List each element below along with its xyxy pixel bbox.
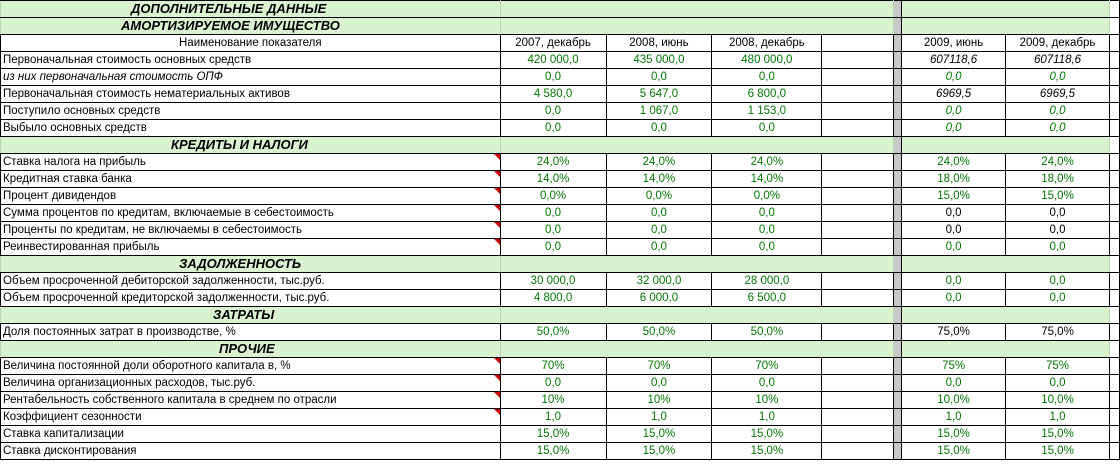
column-header-2009-jun[interactable]: 2009, июнь xyxy=(902,35,1006,52)
value-cell[interactable]: 6969,5 xyxy=(1006,86,1110,103)
comment-marker-icon[interactable] xyxy=(494,154,500,160)
freeze-divider xyxy=(894,307,902,324)
table-row xyxy=(1,409,1120,426)
freeze-divider xyxy=(894,375,902,392)
value-cell[interactable]: 480 000,0 xyxy=(712,52,822,69)
value-cell[interactable]: 15,0% xyxy=(902,426,1006,443)
section-fill[interactable] xyxy=(500,341,894,358)
comment-marker-icon[interactable] xyxy=(494,239,500,245)
value-cell[interactable]: 10% xyxy=(606,392,712,409)
empty-cell[interactable] xyxy=(822,409,894,426)
row-label[interactable]: Выбыло основных средств xyxy=(1,120,501,137)
section-title-debt[interactable]: ЗАДОЛЖЕННОСТЬ xyxy=(1,256,501,273)
value-cell[interactable]: 0,0 xyxy=(902,205,1006,222)
value-cell[interactable]: 50,0% xyxy=(712,324,822,341)
section-fill[interactable] xyxy=(902,341,1110,358)
table-row xyxy=(1,188,1120,205)
section-row-credits xyxy=(1,137,1120,154)
empty-cell[interactable] xyxy=(822,273,894,290)
row-label[interactable]: Первоначальная стоимость нематериальных активов xyxy=(1,86,501,103)
empty-cell[interactable] xyxy=(822,392,894,409)
value-cell[interactable]: 0,0 xyxy=(1006,103,1110,120)
empty-cell[interactable] xyxy=(822,426,894,443)
freeze-divider xyxy=(894,1,902,18)
section-fill[interactable] xyxy=(500,18,894,35)
value-cell[interactable]: 0,0 xyxy=(606,239,712,256)
comment-marker-icon[interactable] xyxy=(494,205,500,211)
empty-cell[interactable] xyxy=(822,69,894,86)
table-row xyxy=(1,426,1120,443)
value-cell[interactable]: 607118,6 xyxy=(902,52,1006,69)
value-cell[interactable]: 1 067,0 xyxy=(606,103,712,120)
value-cell[interactable]: 0,0 xyxy=(500,222,606,239)
section-fill[interactable] xyxy=(500,307,894,324)
empty-cell[interactable] xyxy=(822,120,894,137)
freeze-divider xyxy=(894,52,902,69)
value-cell[interactable]: 0,0 xyxy=(712,375,822,392)
value-cell[interactable]: 0,0% xyxy=(500,188,606,205)
value-cell[interactable]: 70% xyxy=(712,358,822,375)
value-cell[interactable]: 1,0 xyxy=(500,409,606,426)
value-cell[interactable]: 15,0% xyxy=(606,426,712,443)
value-cell[interactable]: 4 800,0 xyxy=(500,290,606,307)
value-cell[interactable]: 14,0% xyxy=(712,171,822,188)
value-cell[interactable]: 0,0 xyxy=(1006,375,1110,392)
value-cell[interactable]: 18,0% xyxy=(902,171,1006,188)
comment-marker-icon[interactable] xyxy=(494,375,500,381)
section-row-depreciable xyxy=(1,18,1120,35)
section-fill[interactable] xyxy=(500,1,894,18)
value-cell[interactable]: 15,0% xyxy=(500,443,606,460)
section-row-additional xyxy=(1,1,1120,18)
value-cell[interactable]: 30 000,0 xyxy=(500,273,606,290)
value-cell[interactable]: 0,0 xyxy=(902,290,1006,307)
table-row xyxy=(1,52,1120,69)
freeze-divider xyxy=(894,409,902,426)
value-cell[interactable]: 0,0 xyxy=(1006,239,1110,256)
empty-cell[interactable] xyxy=(822,154,894,171)
freeze-divider xyxy=(894,86,902,103)
value-cell[interactable]: 0,0% xyxy=(606,188,712,205)
row-label[interactable]: Рентабельность собственного капитала в среднем по отрасли xyxy=(1,392,501,409)
value-cell[interactable]: 0,0 xyxy=(902,222,1006,239)
row-label[interactable]: Величина постоянной доли оборотного капитала в, % xyxy=(1,358,501,375)
row-label[interactable]: Процент дивидендов xyxy=(1,188,501,205)
row-label[interactable]: Сумма процентов по кредитам, включаемые в себестоимость xyxy=(1,205,501,222)
value-cell[interactable]: 75,0% xyxy=(902,324,1006,341)
value-cell[interactable]: 10,0% xyxy=(902,392,1006,409)
section-fill[interactable] xyxy=(500,256,894,273)
value-cell[interactable]: 0,0 xyxy=(500,205,606,222)
column-header-2009-dec[interactable]: 2009, декабрь xyxy=(1006,35,1110,52)
empty-cell[interactable] xyxy=(822,443,894,460)
value-cell[interactable]: 1 153,0 xyxy=(712,103,822,120)
value-cell[interactable]: 0,0 xyxy=(606,69,712,86)
freeze-divider xyxy=(894,205,902,222)
section-fill[interactable] xyxy=(902,137,1110,154)
value-cell[interactable]: 0,0 xyxy=(902,375,1006,392)
table-row xyxy=(1,358,1120,375)
freeze-divider xyxy=(894,18,902,35)
freeze-divider xyxy=(894,290,902,307)
section-fill[interactable] xyxy=(902,1,1110,18)
column-header-2008-dec[interactable]: 2008, декабрь xyxy=(712,35,822,52)
freeze-divider xyxy=(894,358,902,375)
value-cell[interactable]: 10% xyxy=(500,392,606,409)
empty-cell[interactable] xyxy=(822,358,894,375)
comment-marker-icon[interactable] xyxy=(494,392,500,398)
row-label[interactable]: Первоначальная стоимость основных средств xyxy=(1,52,501,69)
freeze-divider xyxy=(894,256,902,273)
freeze-divider xyxy=(894,341,902,358)
value-cell[interactable]: 70% xyxy=(500,358,606,375)
section-row-debt xyxy=(1,256,1120,273)
row-label[interactable]: Ставка налога на прибыль xyxy=(1,154,501,171)
comment-marker-icon[interactable] xyxy=(494,171,500,177)
row-label[interactable]: Объем просроченной дебиторской задолженности, тыс.руб. xyxy=(1,273,501,290)
row-label[interactable]: Объем просроченной кредиторской задолженности, тыс.руб. xyxy=(1,290,501,307)
freeze-divider xyxy=(894,137,902,154)
section-fill[interactable] xyxy=(500,137,894,154)
row-label[interactable]: Ставка капитализации xyxy=(1,426,501,443)
value-cell[interactable]: 24,0% xyxy=(500,154,606,171)
table-row xyxy=(1,443,1120,460)
table-row xyxy=(1,103,1120,120)
value-cell[interactable]: 0,0 xyxy=(1006,273,1110,290)
section-title-other[interactable]: ПРОЧИЕ xyxy=(1,341,501,358)
empty-cell[interactable] xyxy=(822,188,894,205)
value-cell[interactable]: 15,0% xyxy=(902,443,1006,460)
value-cell[interactable]: 0,0 xyxy=(500,375,606,392)
row-label[interactable]: Величина организационных расходов, тыс.руб. xyxy=(1,375,501,392)
value-cell[interactable]: 70% xyxy=(606,358,712,375)
value-cell[interactable]: 0,0 xyxy=(902,273,1006,290)
freeze-divider xyxy=(894,443,902,460)
value-cell[interactable]: 1,0 xyxy=(902,409,1006,426)
row-label[interactable]: Проценты по кредитам, не включаемы в себестоимость xyxy=(1,222,501,239)
row-label[interactable]: Поступило основных средств xyxy=(1,103,501,120)
value-cell[interactable]: 24,0% xyxy=(712,154,822,171)
value-cell[interactable]: 18,0% xyxy=(1006,171,1110,188)
section-row-costs xyxy=(1,307,1120,324)
value-cell[interactable]: 24,0% xyxy=(606,154,712,171)
value-cell[interactable]: 75% xyxy=(902,358,1006,375)
freeze-divider xyxy=(894,35,902,52)
table-row xyxy=(1,222,1120,239)
empty-cell[interactable] xyxy=(822,103,894,120)
value-cell[interactable]: 1,0 xyxy=(606,409,712,426)
table-row xyxy=(1,324,1120,341)
value-cell[interactable]: 75,0% xyxy=(1006,324,1110,341)
comment-marker-icon[interactable] xyxy=(494,188,500,194)
freeze-divider xyxy=(894,69,902,86)
column-header-2008-jun[interactable]: 2008, июнь xyxy=(606,35,712,52)
value-cell[interactable]: 24,0% xyxy=(1006,154,1110,171)
value-cell[interactable]: 15,0% xyxy=(1006,426,1110,443)
table-row xyxy=(1,273,1120,290)
empty-cell[interactable] xyxy=(822,375,894,392)
empty-cell[interactable] xyxy=(822,35,894,52)
value-cell[interactable]: 6 500,0 xyxy=(712,290,822,307)
value-cell[interactable]: 0,0 xyxy=(902,120,1006,137)
value-cell[interactable]: 0,0 xyxy=(500,69,606,86)
empty-cell[interactable] xyxy=(822,205,894,222)
value-cell[interactable]: 4 580,0 xyxy=(500,86,606,103)
value-cell[interactable]: 607118,6 xyxy=(1006,52,1110,69)
header-row xyxy=(1,35,1120,52)
freeze-divider xyxy=(894,120,902,137)
table-row xyxy=(1,205,1120,222)
value-cell[interactable]: 10% xyxy=(712,392,822,409)
row-label[interactable]: Доля постоянных затрат в производстве, % xyxy=(1,324,501,341)
empty-cell[interactable] xyxy=(822,171,894,188)
column-header-name[interactable]: Наименование показателя xyxy=(1,35,501,52)
value-cell[interactable]: 15,0% xyxy=(500,426,606,443)
table-row xyxy=(1,86,1120,103)
section-title-additional[interactable]: ДОПОЛНИТЕЛЬНЫЕ ДАННЫЕ xyxy=(1,1,501,18)
section-fill[interactable] xyxy=(902,256,1110,273)
table-row xyxy=(1,154,1120,171)
value-cell[interactable]: 1,0 xyxy=(712,409,822,426)
table-row xyxy=(1,290,1120,307)
value-cell[interactable]: 435 000,0 xyxy=(606,52,712,69)
value-cell[interactable]: 0,0 xyxy=(606,205,712,222)
row-label[interactable]: Ставка дисконтирования xyxy=(1,443,501,460)
value-cell[interactable]: 6 000,0 xyxy=(606,290,712,307)
freeze-divider xyxy=(894,103,902,120)
value-cell[interactable]: 420 000,0 xyxy=(500,52,606,69)
section-fill[interactable] xyxy=(902,18,1110,35)
freeze-divider xyxy=(894,273,902,290)
comment-marker-icon[interactable] xyxy=(494,222,500,228)
value-cell[interactable]: 0,0 xyxy=(712,239,822,256)
value-cell[interactable]: 14,0% xyxy=(500,171,606,188)
value-cell[interactable]: 0,0 xyxy=(1006,120,1110,137)
freeze-divider xyxy=(894,188,902,205)
freeze-divider xyxy=(894,222,902,239)
section-title-credits[interactable]: КРЕДИТЫ И НАЛОГИ xyxy=(1,137,501,154)
value-cell[interactable]: 15,0% xyxy=(1006,443,1110,460)
value-cell[interactable]: 0,0 xyxy=(606,375,712,392)
row-label[interactable]: Коэффициент сезонности xyxy=(1,409,501,426)
value-cell[interactable]: 6 800,0 xyxy=(712,86,822,103)
value-cell[interactable]: 0,0 xyxy=(712,120,822,137)
value-cell[interactable]: 6969,5 xyxy=(902,86,1006,103)
comment-marker-icon[interactable] xyxy=(494,409,500,415)
freeze-divider xyxy=(894,154,902,171)
value-cell[interactable]: 0,0 xyxy=(606,222,712,239)
value-cell[interactable]: 1,0 xyxy=(1006,409,1110,426)
value-cell[interactable]: 0,0 xyxy=(902,239,1006,256)
value-cell[interactable]: 0,0% xyxy=(712,188,822,205)
value-cell[interactable]: 0,0 xyxy=(500,103,606,120)
value-cell[interactable]: 0,0 xyxy=(500,120,606,137)
empty-cell[interactable] xyxy=(822,52,894,69)
freeze-divider xyxy=(894,171,902,188)
empty-cell[interactable] xyxy=(822,290,894,307)
row-label[interactable]: Реинвестированная прибыль xyxy=(1,239,501,256)
section-row-other xyxy=(1,341,1120,358)
value-cell[interactable]: 28 000,0 xyxy=(712,273,822,290)
value-cell[interactable]: 0,0 xyxy=(712,69,822,86)
value-cell[interactable]: 32 000,0 xyxy=(606,273,712,290)
freeze-divider xyxy=(894,239,902,256)
value-cell[interactable]: 15,0% xyxy=(606,443,712,460)
empty-cell[interactable] xyxy=(822,239,894,256)
value-cell[interactable]: 10,0% xyxy=(1006,392,1110,409)
value-cell[interactable]: 0,0 xyxy=(902,69,1006,86)
value-cell[interactable]: 24,0% xyxy=(902,154,1006,171)
freeze-divider xyxy=(894,426,902,443)
section-fill[interactable] xyxy=(902,307,1110,324)
table-row xyxy=(1,171,1120,188)
row-label[interactable]: Кредитная ставка банка xyxy=(1,171,501,188)
value-cell[interactable]: 5 647,0 xyxy=(606,86,712,103)
value-cell[interactable]: 15,0% xyxy=(712,426,822,443)
comment-marker-icon[interactable] xyxy=(494,358,500,364)
table-row xyxy=(1,375,1120,392)
value-cell[interactable]: 50,0% xyxy=(500,324,606,341)
value-cell[interactable]: 0,0 xyxy=(712,222,822,239)
value-cell[interactable]: 75% xyxy=(1006,358,1110,375)
table-row xyxy=(1,69,1120,86)
value-cell[interactable]: 15,0% xyxy=(902,188,1006,205)
freeze-divider xyxy=(894,324,902,341)
value-cell[interactable]: 0,0 xyxy=(1006,290,1110,307)
table-row xyxy=(1,239,1120,256)
value-cell[interactable]: 15,0% xyxy=(712,443,822,460)
row-label[interactable]: из них первоначальная стоимость ОПФ xyxy=(1,69,501,86)
section-title-depreciable[interactable]: АМОРТИЗИРУЕМОЕ ИМУЩЕСТВО xyxy=(1,18,501,35)
value-cell[interactable]: 0,0 xyxy=(1006,222,1110,239)
value-cell[interactable]: 0,0 xyxy=(712,205,822,222)
empty-cell[interactable] xyxy=(822,86,894,103)
table-row xyxy=(1,392,1120,409)
section-title-costs[interactable]: ЗАТРАТЫ xyxy=(1,307,501,324)
value-cell[interactable]: 0,0 xyxy=(1006,205,1110,222)
value-cell[interactable]: 0,0 xyxy=(500,239,606,256)
value-cell[interactable]: 15,0% xyxy=(1006,188,1110,205)
table-row xyxy=(1,120,1120,137)
value-cell[interactable]: 14,0% xyxy=(606,171,712,188)
value-cell[interactable]: 0,0 xyxy=(1006,69,1110,86)
value-cell[interactable]: 0,0 xyxy=(902,103,1006,120)
empty-cell[interactable] xyxy=(822,324,894,341)
value-cell[interactable]: 0,0 xyxy=(606,120,712,137)
freeze-divider xyxy=(894,392,902,409)
column-header-2007-dec[interactable]: 2007, декабрь xyxy=(500,35,606,52)
value-cell[interactable]: 50,0% xyxy=(606,324,712,341)
empty-cell[interactable] xyxy=(822,222,894,239)
